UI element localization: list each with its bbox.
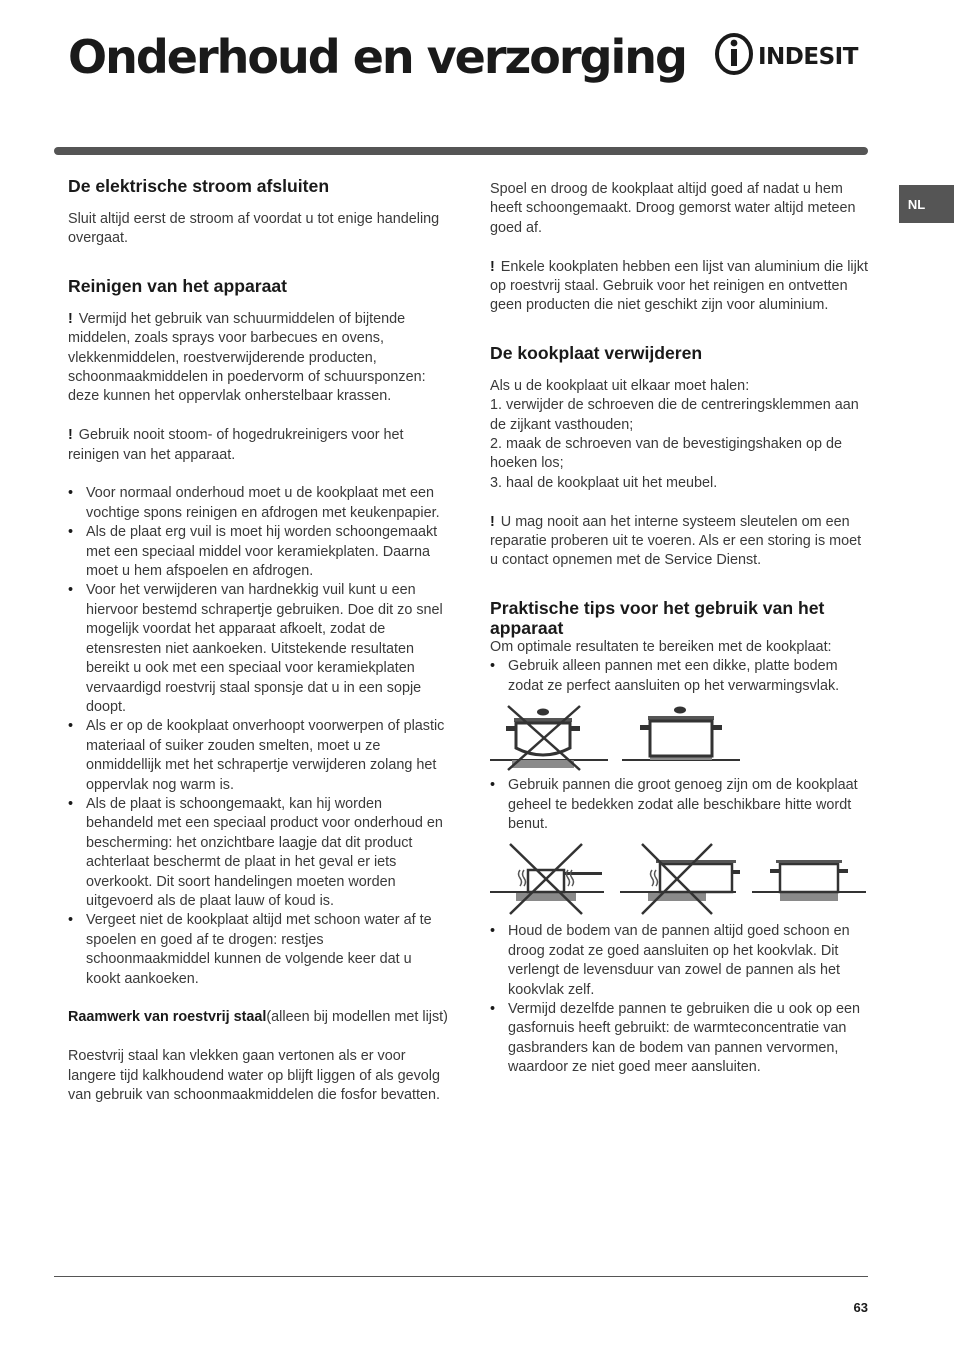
stainless-frame-text: Roestvrij staal kan vlekken gaan vertonen als er voor langere tijd kalkhoudend water op blijft liggen of als gevolg van gebruik van schoonmaakmiddelen die fosfor bevatten. (68, 1048, 440, 1103)
tips-list-3 (490, 922, 870, 1077)
removal-step: 2. maak de schroeven van de bevestigingshaken op de hoeken los; (490, 436, 843, 472)
list-item: • Als er op de kookplaat onverhoopt voorwerpen of plastic materiaal of suiker zouden smelten, moet u ze onmiddellijk met het schrapertje verwijderen zolang het oppervlak nog warm is. (68, 717, 448, 795)
curved-bottom-pan-icon (490, 706, 608, 770)
tips-intro: Om optimale resultaten te bereiken met de kookplaat: (490, 638, 832, 655)
warning-aluminium-text: Enkele kookplaten hebben een lijst van aluminium die lijkt op roestvrij staal. Gebruik voor het reinigen en ontvetten geen producten die niet geschikt zijn voor aluminium. (490, 258, 868, 314)
language-tab: NL (899, 185, 954, 223)
page-number: 63 (853, 1300, 868, 1315)
list-item: • Vermijd dezelfde pannen te gebruiken die u ook op een gasfornuis heeft gebruikt: de warmteconcentratie van gasbranders kan de bodem van pannen vervormen, waardoor ze niet goed meer aansluiten. (490, 1000, 870, 1078)
power-off-text: Sluit altijd eerst de stroom af voordat u tot enige handeling overgaat. (68, 211, 440, 247)
flat-bottom-pans-illustration (490, 704, 750, 772)
page-title: Onderhoud en verzorging (68, 30, 686, 84)
indesit-logo (712, 32, 872, 80)
warning-aluminium (490, 258, 870, 316)
left-column (68, 176, 448, 1105)
section-heading-removal: De kookplaat verwijderen (490, 342, 703, 363)
brand-wordmark: INDESIT (758, 44, 858, 70)
list-item: • Vergeet niet de kookplaat altijd met schoon water af te spoelen en goed af te drogen: restjes schoonmaakmiddel kunnen de volgende keer dat u kookt aankoeken. (68, 911, 448, 989)
list-item: • Voor het verwijderen van hardnekkig vuil kunt u een hiervoor bestemd schrapertje gebruiken. Doe dit zo snel mogelijk voordat het apparaat afkoelt, zodat de etensresten niet aankoeken. Uitstekende resultaten bereikt u ook met een speciaal voor keramiekplaten vervaardigd roestvrij staal sponsje dat u in een sopje doopt. (68, 581, 448, 717)
removal-step: 3. haal de kookplaat uit het meubel. (490, 474, 718, 491)
rinse-dry-text: Spoel en droog de kookplaat altijd goed af nadat u hem heeft schoongemaakt. Droog gemorst water altijd meteen goed af. (490, 181, 856, 236)
warning-mark: ! (490, 258, 495, 275)
cleaning-list (68, 484, 448, 989)
tips-list-2 (490, 776, 870, 834)
warning-abrasives (68, 310, 448, 407)
header-rule (54, 147, 868, 155)
list-item: • Gebruik alleen pannen met een dikke, platte bodem zodat ze perfect aansluiten op het verwarmingsvlak. (490, 657, 870, 696)
footer-rule (54, 1276, 868, 1277)
warning-abrasives-text: Vermijd het gebruik van schuurmiddelen of bijtende middelen, zoals sprays voor barbecues en ovens, vlekkenmiddelen, roestverwijderende producten, schoonmaakmiddelen in poedervorm of schuursponzen: deze kunnen het oppervlak onherstelbaar krassen. (68, 310, 426, 405)
pan-size-illustration (490, 842, 870, 918)
list-item: • Houd de bodem van de pannen altijd goed schoon en droog zodat ze goed aansluiten op het kookvlak. Dit verlengt de levensduur van zowel de pannen als het kookvlak zelf. (490, 922, 870, 1000)
removal-step: 1. verwijder de schroeven die de centreringsklemmen aan de zijkant vasthouden; (490, 397, 859, 433)
warning-mark: ! (68, 427, 73, 444)
section-heading-cleaning: Reinigen van het apparaat (68, 275, 288, 296)
warning-mark: ! (68, 310, 73, 327)
small-pan-icon (490, 844, 604, 914)
list-item: • Als de plaat is schoongemaakt, kan hij worden behandeld met een speciaal product voor onderhoud en bescherming: het onzichtbare laagje dat dit product achterlaat beschermt de plaat in het geval er iets overkookt. Dit soort handelingen moeten worden uitgevoerd als de plaat lauw of koud is. (68, 795, 448, 911)
oversized-pan-icon (620, 844, 740, 914)
warning-steam-text: Gebruik nooit stoom- of hogedrukreinigers voor het reinigen van het apparaat. (68, 427, 404, 463)
section-heading-power-off: De elektrische stroom afsluiten (68, 176, 330, 196)
list-item: • Als de plaat erg vuil is moet hij worden schoongemaakt met een speciaal middel voor keramiekplaten. Daarna moet u hem afspoelen en afdrogen. (68, 523, 448, 581)
stainless-frame-note: (alleen bij modellen met lijst) (266, 1009, 448, 1026)
warning-service-text: U mag nooit aan het interne systeem sleutelen om een reparatie proberen uit te voeren. Als er een storing is moet u contact opnemen met de Service Dienst. (490, 513, 862, 569)
section-heading-tips: Praktische tips voor het gebruik van het apparaat (490, 597, 825, 638)
warning-service (490, 513, 870, 571)
right-column (490, 180, 870, 1078)
tips-list-1 (490, 657, 870, 696)
list-item: • Gebruik pannen die groot genoeg zijn om de kookplaat geheel te bedekken zodat alle beschikbare hitte wordt benut. (490, 776, 870, 834)
correct-size-pan-icon (752, 860, 866, 901)
warning-mark: ! (490, 513, 495, 530)
list-item: • Voor normaal onderhoud moet u de kookplaat met een vochtige spons reinigen en afdrogen met keukenpapier. (68, 484, 448, 523)
stainless-frame-heading (68, 1008, 448, 1027)
flat-bottom-pan-icon (622, 707, 740, 761)
warning-steam (68, 426, 448, 465)
removal-intro: Als u de kookplaat uit elkaar moet halen: (490, 377, 750, 394)
stainless-frame-bold: Raamwerk van roestvrij staal (68, 1009, 267, 1026)
